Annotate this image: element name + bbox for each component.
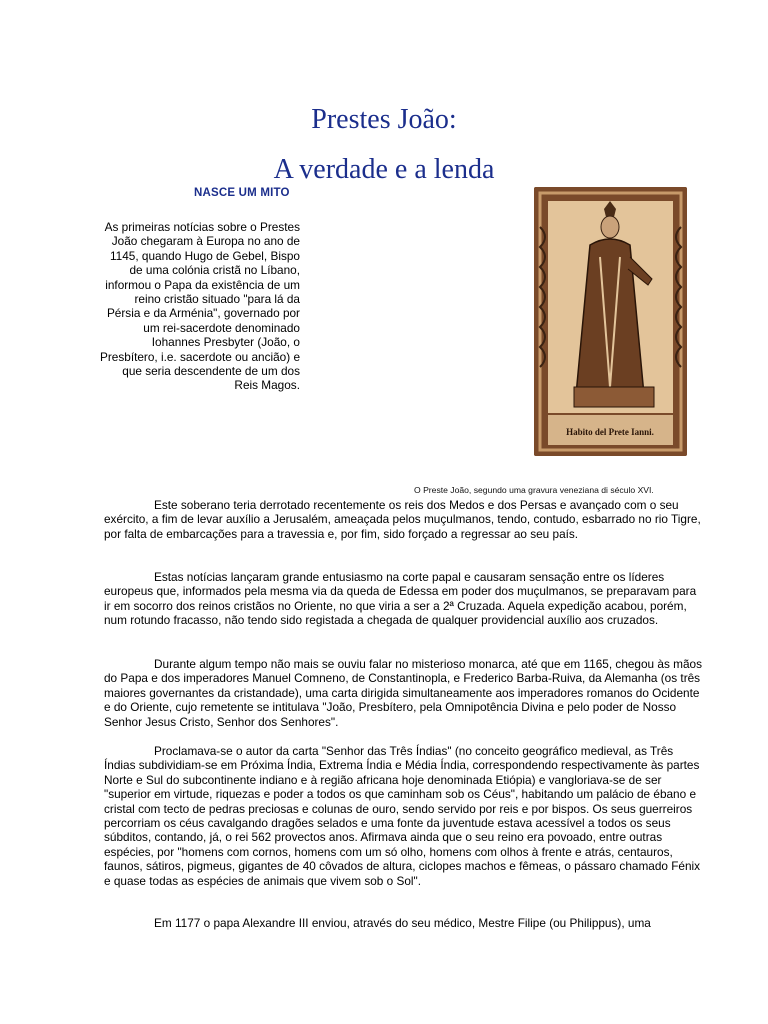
page-title-line1: Prestes João: xyxy=(311,104,457,135)
body-paragraph-5: Em 1177 o papa Alexandre III enviou, através do seu médico, Mestre Filipe (ou Philippus), uma xyxy=(154,916,651,930)
image-caption: O Preste João, segundo uma gravura veneziana di século XVI. xyxy=(414,485,654,495)
page-title-line2: A verdade e a lenda xyxy=(273,154,495,185)
body-paragraph-4: Proclamava-se o autor da carta "Senhor das Três Índias" (no conceito geográfico medieval, as Três Índias subdividiam-se em Próxima Índia, Extrema Índia e Média Índia, correspondendo respectivamente às partes Norte e Sul do subcontinente indiano e à região africana hoje denominada Etiópia) e vangloriava-se de ser "superior em virtude, riquezas e poder a todos os que caminham sob os Céus", habitando um palácio de ébano e cristal com tecto de pedras preciosas e colunas de ouro, sendo servido por reis e por bispos. Os seus guerreiros percorriam os céus cavalgando dragões selados e uma fonte da juventude estava acessível a todos os seus súbditos, contando, já, o rei 562 provectos anos. Afirmava ainda que o seu reino era povoado, entre outras espécies, por "homens com cornos, homens com um só olho, homens com olhos à frente e atrás, centauros, faunos, sátiros, pigmeus, gigantes de 40 côvados de altura, ciclopes machos e fêmeas, o pássaro chamado Fénix e quase todas as espécies de animais que vivem sob o Sol". xyxy=(104,744,701,888)
body-paragraph-1: Este soberano teria derrotado recentemente os reis dos Medos e dos Persas e avançado com o seu exército, a fim de levar auxílio a Jerusalém, ameaçada pelos muçulmanos, tendo, contudo, esbarrado no rio Tigre, por falta de embarcações para a travessia e, por fim, sido forçado a regressar ao seu país. xyxy=(104,498,701,541)
prester-john-engraving xyxy=(534,187,687,456)
section-heading: NASCE UM MITO xyxy=(194,187,290,199)
engraving-plate-text: Habito del Prete Ianni. xyxy=(566,427,654,437)
intro-paragraph: As primeiras notícias sobre o Prestes João chegaram à Europa no ano de 1145, quando Hugo de Gebel, Bispo de uma colónia cristã no Líbano, informou o Papa da existência de um reino cristão situado "para lá da Pérsia e da Arménia", governado por um rei-sacerdote denominado Iohannes Presbyter (João, o Presbítero, i.e. sacerdote ou ancião) e que seria descendente de um dos Reis Magos. xyxy=(100,220,301,393)
body-paragraph-2: Estas notícias lançaram grande entusiasmo na corte papal e causaram sensação entre os líderes europeus que, informados pela mesma via da queda de Edessa em poder dos muçulmanos, se preparavam para ir em socorro dos reinos cristãos no Oriente, no que viria a ser a 2ª Cruzada. Aquela expedição acabou, porém, num rotundo fracasso, não tendo sido registada a chegada de qualquer providencial auxílio aos cruzados. xyxy=(104,570,697,628)
body-paragraph-3: Durante algum tempo não mais se ouviu falar no misterioso monarca, até que em 1165, chegou às mãos do Papa e dos imperadores Manuel Comneno, de Constantinopla, e Frederico Barba-Ruiva, da Alemanha (os três maiores governantes da cristandade), uma carta dirigida simultaneamente aos imperadores romanos do Ocidente e do Oriente, cujo remetente se intitulava "João, Presbítero, pela Omnipotência Divina e pelo poder de Nosso Senhor Jesus Cristo, Senhor dos Senhores". xyxy=(104,657,702,729)
